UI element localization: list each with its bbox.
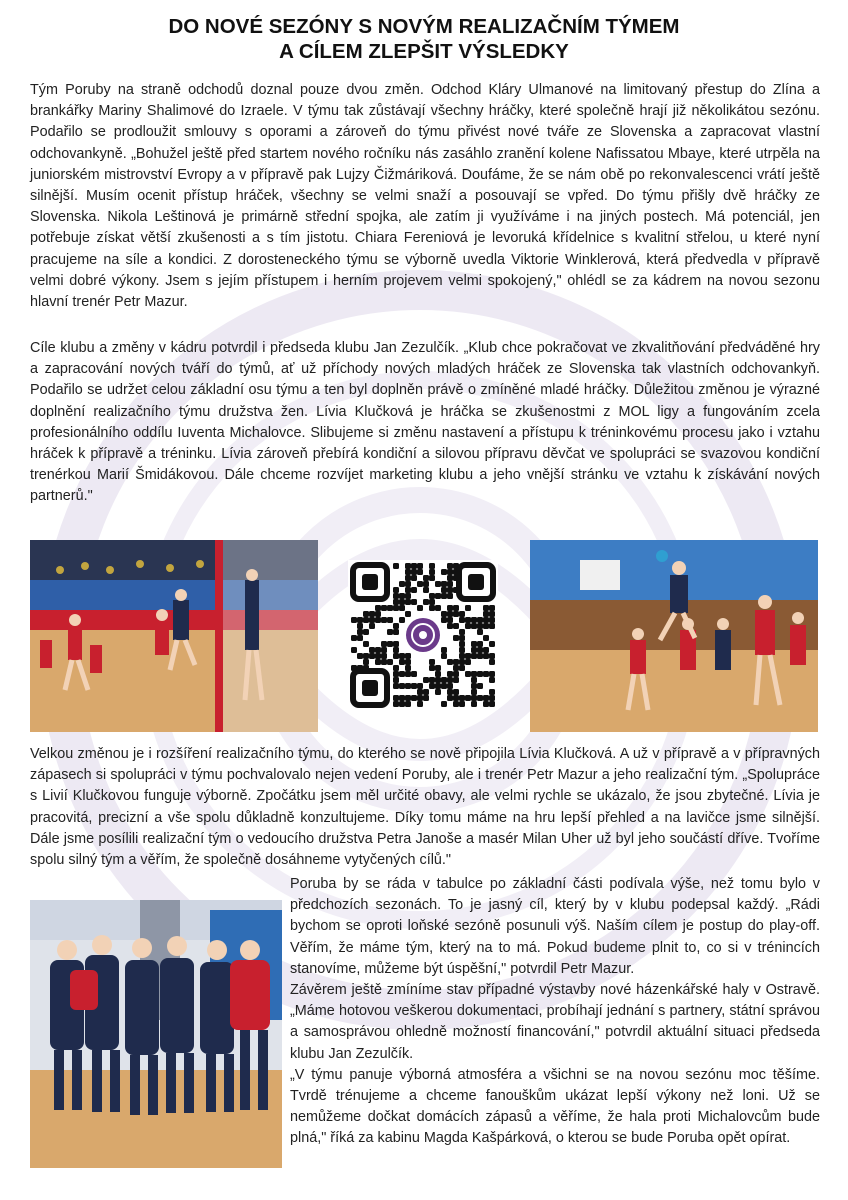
paragraph-1: Tým Poruby na straně odchodů doznal pouze dvou změn. Odchod Kláry Ulmanové na limitovaný přestup do Zlína a brankářky Mariny Shalimové do Izraele. V týmu tak zůstávají všechny hráčky, které společně hrají již několikátou sezónu. Podařilo se prodloužit smlouvy s oporami a zároveň do týmu přivést nové tváře ze Slovenska a zapracovat vlastní odchovankyně. „Bohužel ještě před startem nového ročníku nás zasáhlo zranění kolene Nafissatou Mbaye, které utrpěla na juniorském mistrovství Evropy a v přípravě pak Lujzy Čižmáriková. Doufáme, že se nám obě po rekonvalescenci vrátí ještě silnější. Musím ocenit přístup hráček, všechny se velmi snaží a posouvají se vpřed. Do týmu přišly dvě hráčky ze Slovenska. Nikola Leštinová je primárně střední spojka, ale zatím ji využíváme i na jiných postech. Má potenciál, jen potřebuje získat větší zkušenosti a s tím jistotu. Chiara Fereniová je levoruká křídelnice s kvalitní střelou, u které nyní pracujeme na síle a kondici. Z dorosteneckého týmu se výborně uvedla Viktorie Winklerová, která předvedla v přípravě velmi dobré výkony. Jsem s jejím přístupem i herním projevem velmi spokojený," ohlédl se za kádrem na novou sezonu hlavní trenér Petr Mazur. [30, 82, 820, 311]
paragraph-4: Poruba by se ráda v tabulce po základní části podívala výše, než tomu bylo v předchozích sezonách. To je jasný cíl, který by v klubu podepsal každý. „Rádi bychom se oproti loňské sezóně posunuli výš. Naším cílem je postup do play-off. Věřím, že máme tým, který na to má. Pokud budeme plnit to, co si v trénincích stanovíme, můžeme být úspěšní," potvrdil Petr Mazur. [290, 876, 820, 977]
article-title [60, 14, 788, 64]
paragraph-2: Cíle klubu a změny v kádru potvrdil i předseda klubu Jan Zezulčík. „Klub chce pokračovat ve zkvalitňování předváděné hry a zapracování nových tváří do týmů, ať už příchody nových mladých hráček ze Slovenska tak vlastních odchovankyň. Podařilo se udržet celou základní osu týmu a ten byl doplněn právě o zmíněné mladé hráčky. Důležitou změnou je výrazné doplnění realizačního týmu družstva žen. Lívia Klučková je hráčka se zkušenostmi z MOL ligy a fungováním zcela profesionálního oddílu Iuventa Michalovce. Slibujeme si změnu nastavení a přístupu k tréninkovému procesu jako i vztahu hráček k přípravě a tréninku. Lívia zároveň přebírá kondiční a silovou přípravu děvčat ve spolupráci se svazovou kondiční trenérkou Marií Šmidákovou. Dále chceme rozvíjet marketing klubu a jeho vnější stránku ve vztahu k získávání nových partnerů." [30, 340, 820, 505]
paragraph-5: Závěrem ještě zmíníme stav případné výstavby nové házenkářské haly v Ostravě. „Máme hotovou veškerou dokumentaci, probíhají jednání s partnery, státní správou a samosprávou ohledně možností financování," potvrdil aktuální situaci předseda klubu Jan Zezulčík. [290, 982, 820, 1062]
handball-match-photo [30, 540, 318, 732]
right-column-text [290, 874, 820, 1150]
qr-code[interactable] [348, 560, 498, 710]
paragraph-3: Velkou změnou je i rozšíření realizačního týmu, do kterého se nově připojila Lívia Klučková. A už v přípravě a v přípravných zápasech si spolupráci v týmu pochvalovalo nejen vedení Poruby, ale i trenér Petr Mazur a jeho realizační tým. „Spolupráce s Livií Klučkovou funguje výborně. Zpočátku jsem měl určité obavy, ale velmi rychle se ukázalo, že jsou zbytečné. Lívia je pracovitá, precizní a vše spolu důkladně konzultujeme. Díky tomu máme na hru lepší přehled a na lavičce jsme silnější. Dále jsme posílili realizační tým o vedoucího družstva Petra Janoše a masér Milan Uher už byl jeho součástí dříve. Tvoříme spolu silný tým a věřím, že společně dosáhneme vytyčených cílů." [30, 746, 820, 869]
paragraph-6: „V týmu panuje výborná atmosféra a všichni se na novou sezónu moc těšíme. Tvrdě trénujeme a chceme fanouškům ukázat lepší výkony než loni. Už se nemůžeme dočkat domácích zápasů a věříme, že hala proti Michalovcům bude plná," říká za kabinu Magda Kašpárková, o kterou se bude Poruba opět opírat. [290, 1066, 820, 1147]
handball-jump-shot-photo [530, 540, 818, 732]
title-line-1: DO NOVÉ SEZÓNY S NOVÝM REALIZAČNÍM TÝMEM [168, 15, 680, 38]
team-huddle-photo [30, 900, 282, 1168]
title-line-2: A CÍLEM ZLEPŠIT VÝSLEDKY [279, 40, 569, 63]
